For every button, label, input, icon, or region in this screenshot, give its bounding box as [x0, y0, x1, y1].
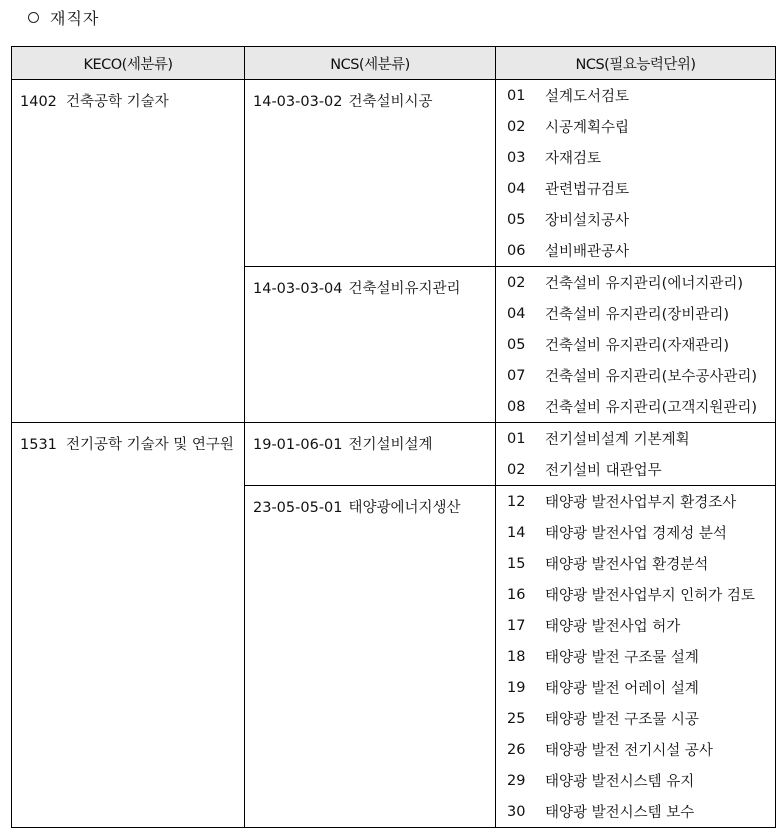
unit-number: 01: [507, 430, 526, 447]
unit-number: 26: [507, 741, 526, 758]
ncs-code: 23-05-05-01: [253, 500, 343, 516]
unit-number: 02: [507, 118, 526, 135]
list-item: [496, 454, 775, 485]
table-row: [12, 80, 776, 267]
ncs-cell: [245, 80, 496, 267]
unit-number: 14: [507, 524, 526, 541]
keco-cell: [12, 423, 245, 828]
unit-number: 19: [507, 679, 526, 696]
unit-name: 전기설비설계 기본계획: [545, 432, 690, 448]
unit-number: 15: [507, 555, 526, 572]
unit-name: 태양광 발전 전기시설 공사: [545, 743, 713, 759]
unit-number: 07: [507, 367, 526, 384]
unit-number: 05: [507, 211, 526, 228]
list-item: [496, 423, 775, 454]
keco-cell: [12, 80, 245, 423]
unit-name: 태양광 발전사업 경제성 분석: [545, 526, 727, 542]
unit-name: 전기설비 대관업무: [545, 463, 662, 479]
keco-ncs-mapping-table: [11, 46, 776, 828]
unit-name: 태양광 발전 구조물 시공: [545, 712, 699, 728]
keco-code: 1402: [20, 94, 57, 110]
ncs-name: 전기설비설계: [348, 437, 433, 453]
ncs-name: 건축설비유지관리: [348, 281, 461, 297]
unit-name: 태양광 발전시스템 보수: [545, 805, 695, 821]
unit-name: 태양광 발전시스템 유지: [545, 774, 695, 790]
ncs-code: 14-03-03-04: [253, 281, 343, 297]
unit-name: 건축설비 유지관리(에너지관리): [545, 276, 744, 292]
unit-number: 04: [507, 305, 526, 322]
list-item: [496, 204, 775, 235]
list-item: [496, 610, 775, 641]
unit-number: 01: [507, 87, 526, 104]
unit-number: 16: [507, 586, 526, 603]
unit-name: 태양광 발전사업 허가: [545, 619, 681, 635]
keco-code: 1531: [20, 437, 57, 453]
unit-number: 05: [507, 336, 526, 353]
section-title: [28, 5, 99, 29]
unit-name: 태양광 발전 구조물 설계: [545, 650, 699, 666]
unit-name: 건축설비 유지관리(자재관리): [545, 338, 730, 354]
ncs-units-cell: [496, 423, 776, 486]
list-item: [496, 796, 775, 827]
unit-name: 관련법규검토: [545, 182, 630, 198]
list-item: [496, 111, 775, 142]
keco-name: 전기공학 기술자 및 연구원: [66, 437, 234, 453]
header-ncs-units: NCS(필요능력단위): [496, 47, 776, 80]
header-keco: KECO(세분류): [12, 47, 245, 80]
list-item: [496, 173, 775, 204]
list-item: [496, 765, 775, 796]
unit-name: 태양광 발전사업부지 환경조사: [545, 495, 737, 511]
unit-name: 태양광 발전 어레이 설계: [545, 681, 699, 697]
keco-name: 건축공학 기술자: [66, 94, 169, 110]
list-item: [496, 579, 775, 610]
header-ncs: NCS(세분류): [245, 47, 496, 80]
unit-name: 태양광 발전사업부지 인허가 검토: [545, 588, 755, 604]
list-item: [496, 391, 775, 422]
list-item: [496, 142, 775, 173]
unit-number: 02: [507, 274, 526, 291]
unit-name: 건축설비 유지관리(고객지원관리): [545, 400, 758, 416]
unit-number: 08: [507, 398, 526, 415]
unit-name: 건축설비 유지관리(장비관리): [545, 307, 730, 323]
table-body: [12, 80, 776, 828]
unit-number: 04: [507, 180, 526, 197]
unit-number: 25: [507, 710, 526, 727]
unit-number: 29: [507, 772, 526, 789]
list-item: [496, 235, 775, 266]
list-item: [496, 267, 775, 298]
list-item: [496, 486, 775, 517]
list-item: [496, 329, 775, 360]
unit-name: 태양광 발전사업 환경분석: [545, 557, 709, 573]
ncs-cell: [245, 423, 496, 486]
unit-number: 06: [507, 242, 526, 259]
unit-name: 시공계획수립: [545, 120, 630, 136]
ncs-name: 태양광에너지생산: [348, 500, 461, 516]
list-item: [496, 360, 775, 391]
unit-name: 건축설비 유지관리(보수공사관리): [545, 369, 758, 385]
ncs-code: 19-01-06-01: [253, 437, 343, 453]
list-item: [496, 548, 775, 579]
unit-number: 12: [507, 493, 526, 510]
unit-number: 17: [507, 617, 526, 634]
list-item: [496, 80, 775, 111]
ncs-units-cell: [496, 80, 776, 267]
unit-name: 장비설치공사: [545, 213, 630, 229]
ncs-cell: [245, 486, 496, 828]
unit-name: 설비배관공사: [545, 244, 630, 260]
list-item: [496, 734, 775, 765]
list-item: [496, 641, 775, 672]
table-header-row: [12, 47, 776, 80]
ncs-code: 14-03-03-02: [253, 94, 343, 110]
circle-bullet-icon: [28, 12, 39, 23]
unit-number: 30: [507, 803, 526, 820]
unit-name: 설계도서검토: [545, 89, 630, 105]
unit-number: 03: [507, 149, 526, 166]
list-item: [496, 672, 775, 703]
section-title-text: 재직자: [50, 8, 100, 28]
ncs-name: 건축설비시공: [348, 94, 433, 110]
ncs-units-cell: [496, 486, 776, 828]
unit-name: 자재검토: [545, 151, 602, 167]
ncs-cell: [245, 267, 496, 423]
table-row: [12, 423, 776, 486]
list-item: [496, 517, 775, 548]
list-item: [496, 703, 775, 734]
unit-number: 18: [507, 648, 526, 665]
list-item: [496, 298, 775, 329]
ncs-units-cell: [496, 267, 776, 423]
unit-number: 02: [507, 461, 526, 478]
